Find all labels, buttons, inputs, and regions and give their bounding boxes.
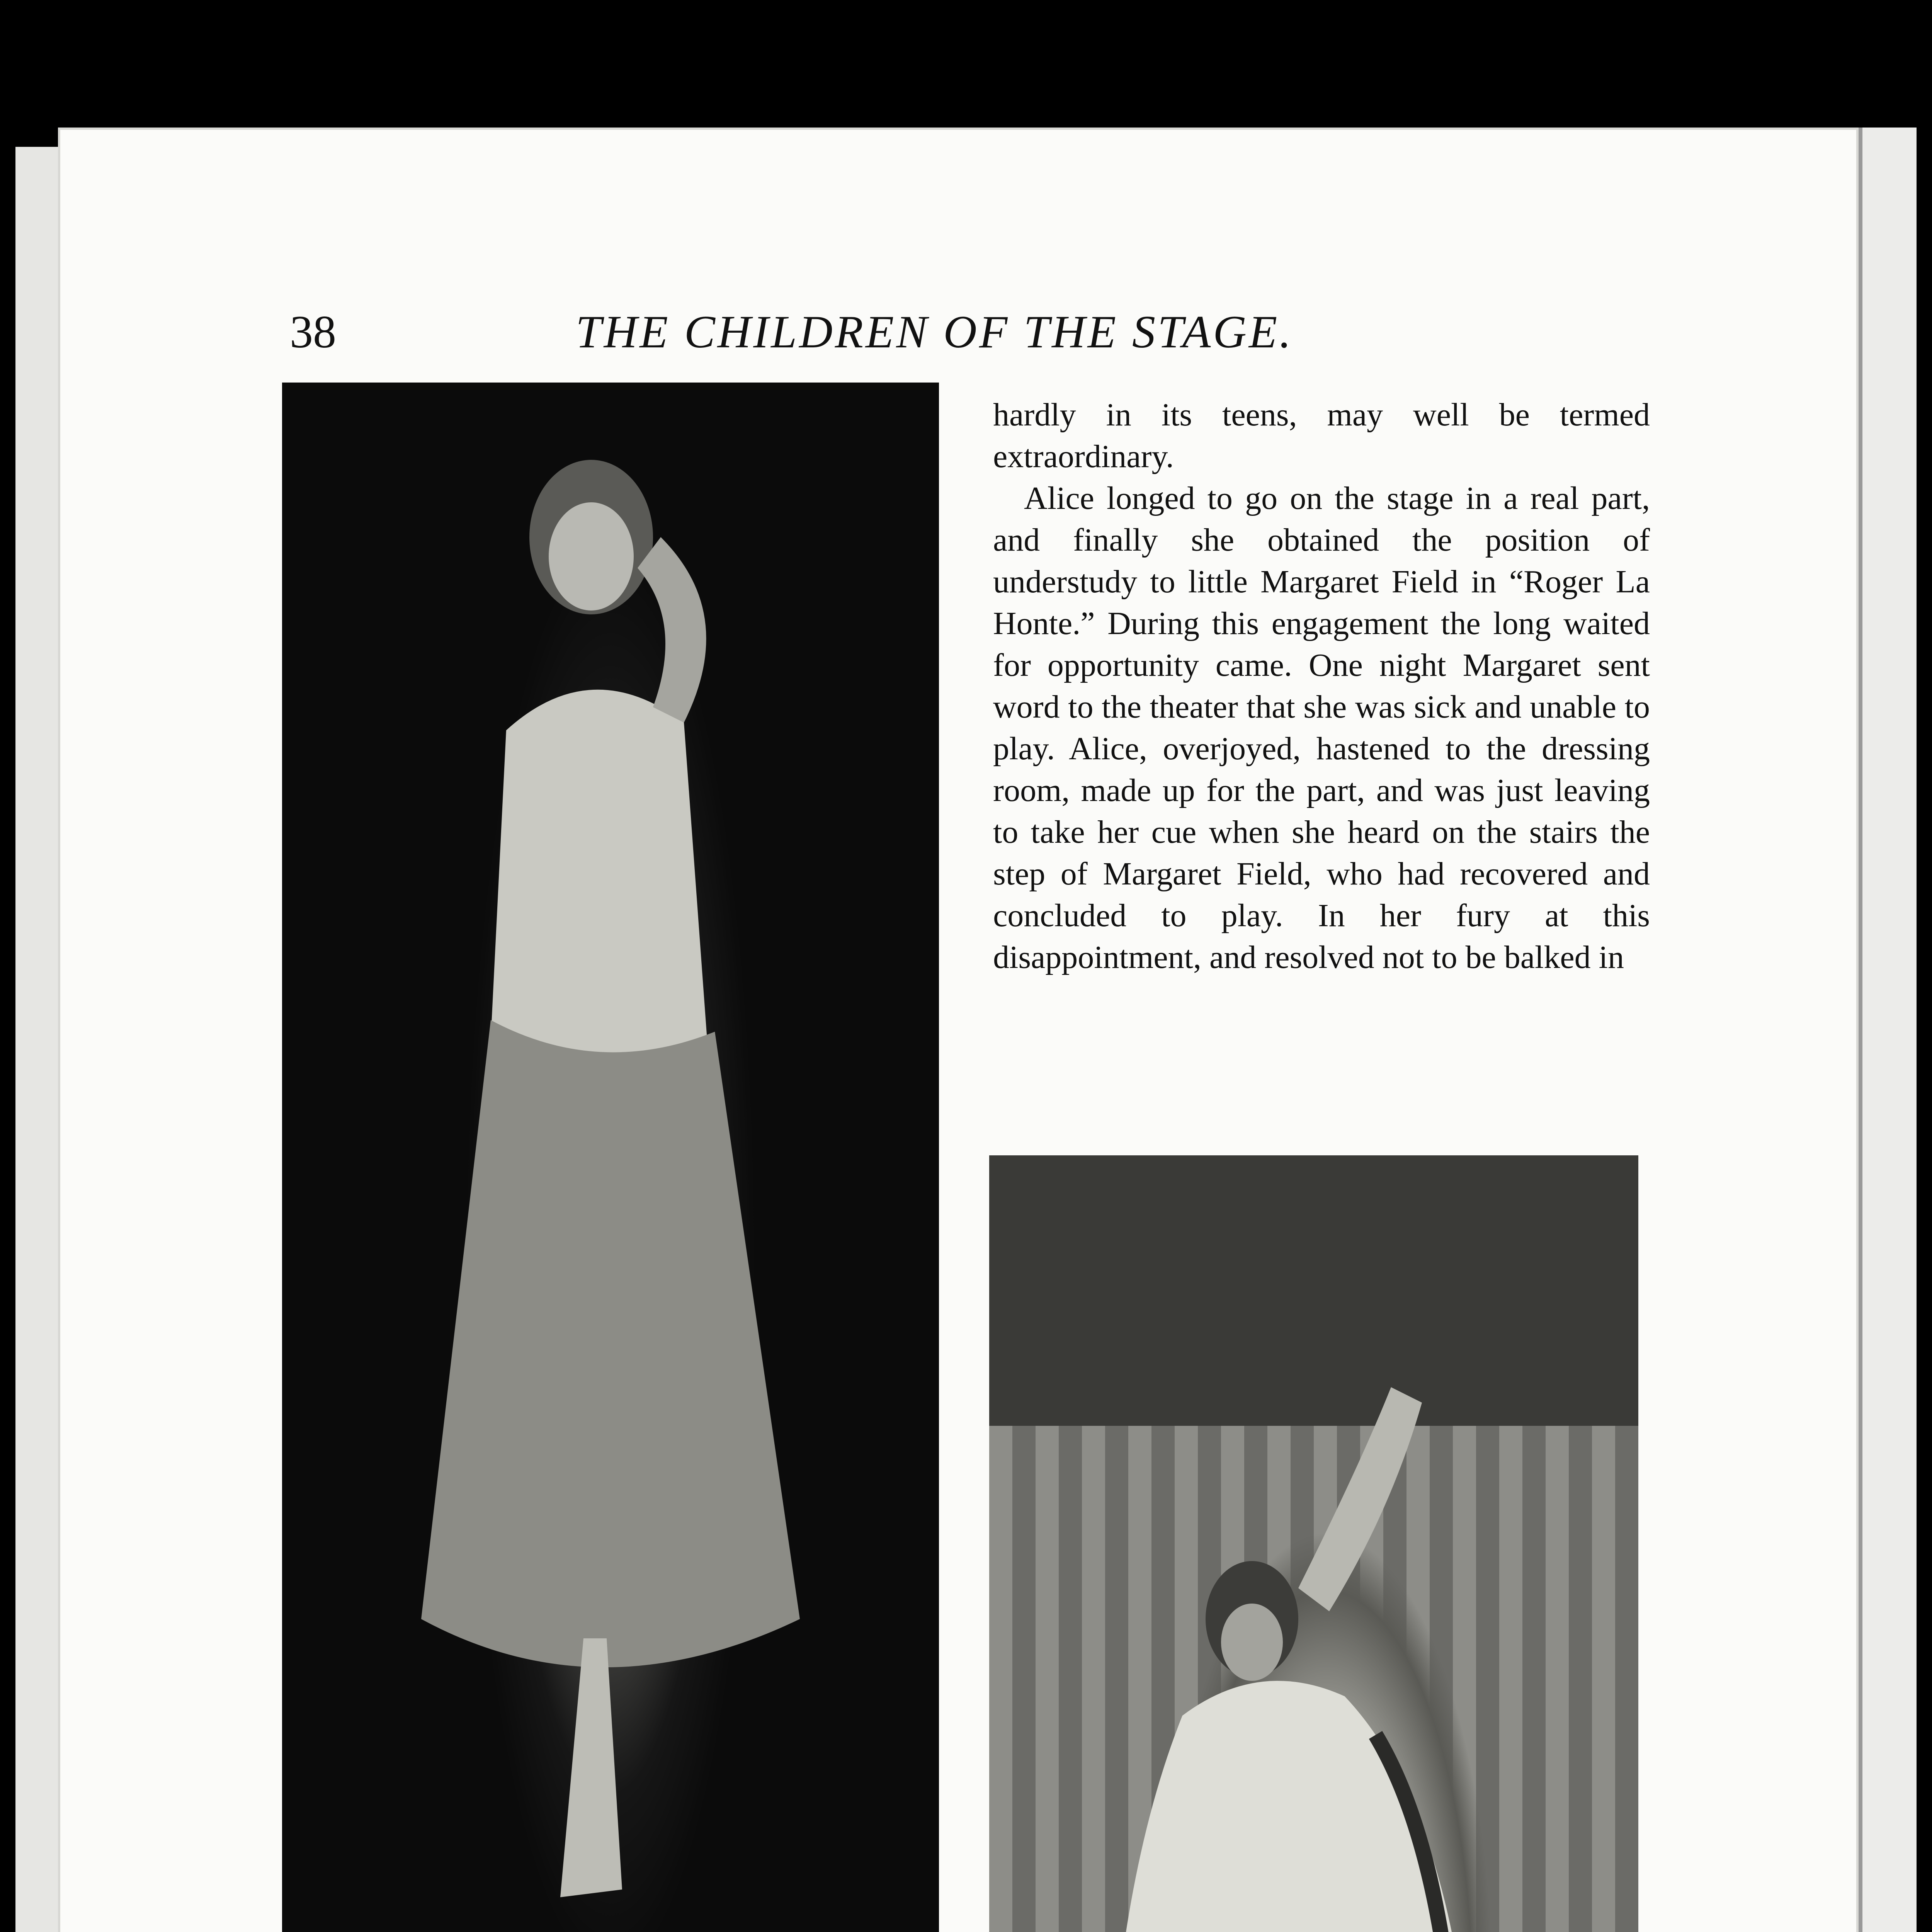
paragraph: Alice longed to go on the stage in a real part, and finally she obtained the position of understudy to little Margaret Field in “Roger La Honte.” During this engagement the long waited for opportunity came. One night Margaret sent word to the theater that she was sick and unable to play. Alice, overjoyed, hastened to the dressing room, made up for the part, and was just leaving to take her cue when she heard on the stairs the step of Margaret Field, who had recovered and concluded to play. In her fury at this disappointment, and resolved not to be balked in bbox=[993, 480, 1650, 975]
left-page-edge bbox=[15, 147, 61, 1932]
photo-alice-pierce-figure bbox=[282, 383, 939, 1932]
paragraph: hardly in its teens, may well be termed extraordinary. bbox=[993, 397, 1650, 474]
photo-alma bbox=[989, 1155, 1638, 1932]
photo-alma-figure bbox=[989, 1155, 1638, 1932]
right-page-edge bbox=[1859, 128, 1917, 1932]
page-number: 38 bbox=[290, 306, 336, 357]
text-column-right bbox=[993, 394, 1650, 978]
photo-alice-pierce bbox=[282, 383, 939, 1932]
running-head: THE CHILDREN OF THE STAGE. bbox=[576, 306, 1294, 357]
